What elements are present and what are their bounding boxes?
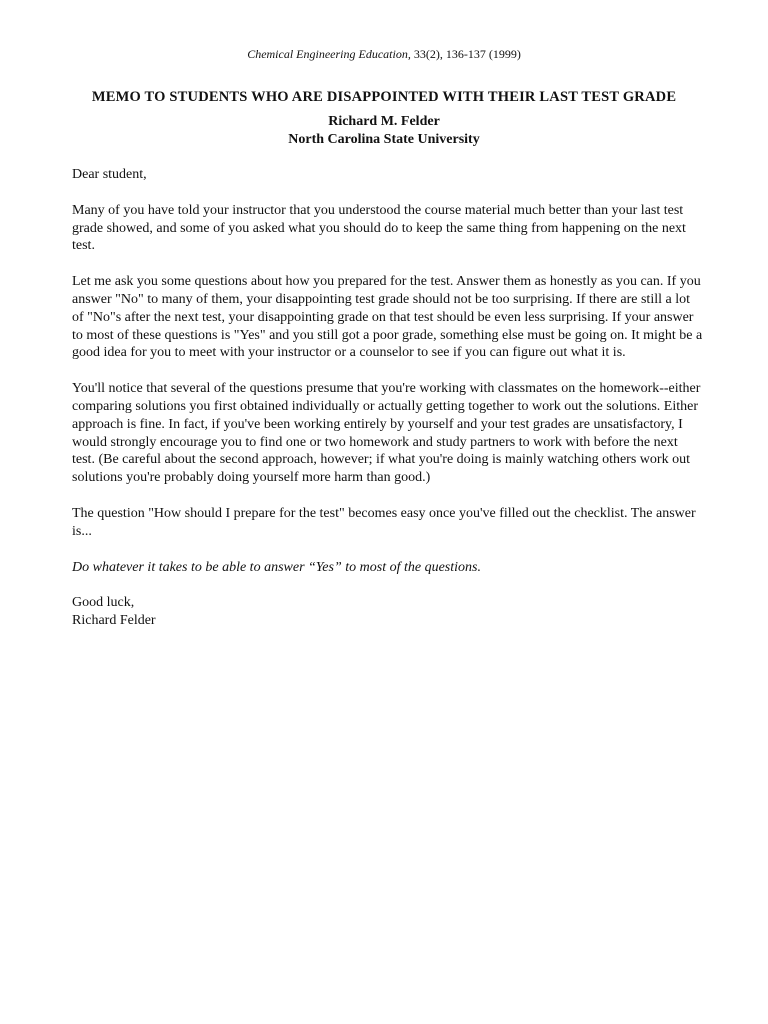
salutation: Dear student, xyxy=(72,167,147,182)
paragraph-checklist: The question "How should I prepare for the test" becomes easy once you've filled out the checklist. The answer is... xyxy=(72,505,696,539)
paragraph-advice: Do whatever it takes to be able to answer “Yes” to most of the questions. xyxy=(72,559,481,575)
volume-pages: 33(2), 136-137 (1999) xyxy=(410,47,521,61)
paragraph-intro: Many of you have told your instructor that you understood the course material much better than your last test grade showed, and some of you asked what you should do to keep the same thing from happening on the next test. xyxy=(72,202,686,254)
paragraph-classmates: You'll notice that several of the questions presume that you're working with classmates on the homework--either comparing solutions you first obtained individually or actually getting together to work out the solutions. Either approach is fine. In fact, if you've been working entirely by yourself and your test grades are unsatisfactory, I would strongly encourage you to find one or two homework and study partners to work with before the next test. (Be careful about the second approach, however; if what you're doing is mainly watching others work out solutions you're probably doing yourself more harm than good.) xyxy=(72,381,701,486)
memo-title: MEMO TO STUDENTS WHO ARE DISAPPOINTED WITH THEIR LAST TEST GRADE xyxy=(91,89,677,105)
paragraph-questions: Let me ask you some questions about how you prepared for the test. Answer them as honestly as you can. If you answer "No" to many of them, your disappointing test grade should not be too surprising. If there are still a lot of "No"s after the next test, your disappointing grade on that test should be even less surprising. If your answer to most of these questions is "Yes" and you still got a poor grade, something else must be going on. It might be a good idea for you to meet with your instructor or a counselor to see if you can figure out what it is. xyxy=(72,274,703,361)
letter-body xyxy=(72,166,704,630)
journal-citation xyxy=(0,46,768,62)
journal-name: Chemical Engineering Education, xyxy=(247,47,411,61)
closing: Good luck, xyxy=(72,595,135,611)
signature: Richard Felder xyxy=(72,613,156,629)
author-affiliation: North Carolina State University xyxy=(288,132,480,147)
author-name: Richard M. Felder xyxy=(328,114,440,129)
